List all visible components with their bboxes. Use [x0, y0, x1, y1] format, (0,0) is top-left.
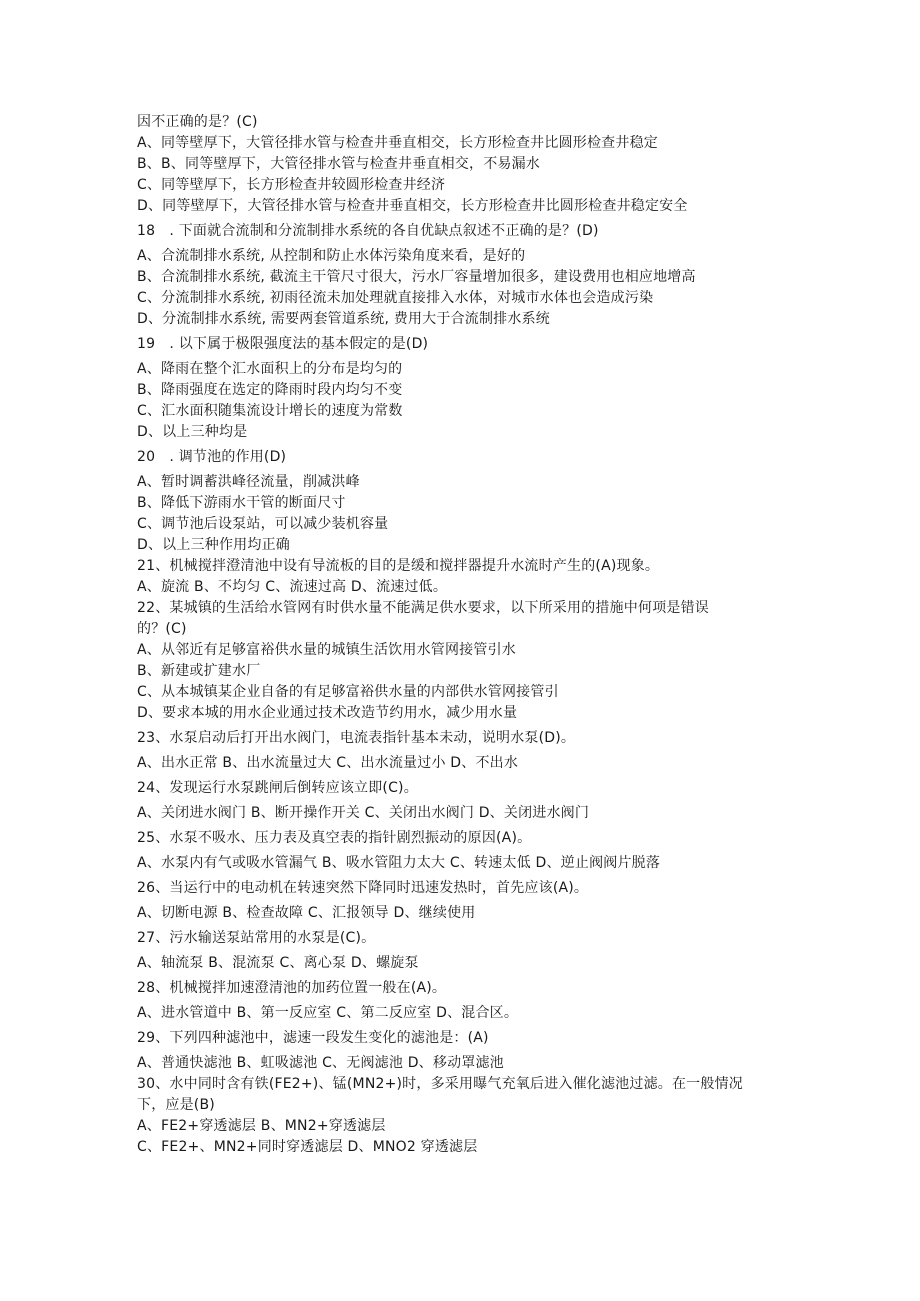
- question-line: 29、下列四种滤池中，滤速一段发生变化的滤池是：(A): [137, 1030, 489, 1046]
- text-line: D、以上三种作用均正确: [137, 537, 290, 553]
- question-line: 22、某城镇的生活给水管网有时供水量不能满足供水要求，以下所采用的措施中何项是错误: [137, 600, 710, 616]
- text-line: C、调节池后设泵站，可以减少装机容量: [137, 516, 389, 532]
- text-line: A、合流制排水系统, 从控制和防止水体污染角度来看，是好的: [137, 248, 526, 264]
- text-line: D、以上三种均是: [137, 424, 248, 440]
- question-line: 19 . 以下属于极限强度法的基本假定的是(D): [137, 336, 429, 352]
- text-line: 下，应是(B): [137, 1097, 215, 1113]
- question-line: 25、水泵不吸水、压力表及真空表的指针剧烈振动的原因(A)。: [137, 830, 532, 846]
- text-line: A、轴流泵 B、混流泵 C、离心泵 D、螺旋泵: [137, 955, 419, 971]
- text-line: B、B、同等壁厚下，大管径排水管与检查井垂直相交，不易漏水: [137, 156, 541, 172]
- text-line: A、水泵内有气或吸水管漏气 B、吸水管阻力太大 C、转速太低 D、逆止阀阀片脱落: [137, 855, 661, 871]
- text-line: A、关闭进水阀门 B、断开操作开关 C、关闭出水阀门 D、关闭进水阀门: [137, 805, 590, 821]
- text-line: C、从本城镇某企业自备的有足够富裕供水量的内部供水管网接管引: [137, 684, 559, 700]
- question-line: 28、机械搅拌加速澄清池的加药位置一般在(A)。: [137, 980, 447, 996]
- text-line: A、出水正常 B、出水流量过大 C、出水流量过小 D、不出水: [137, 755, 519, 771]
- question-line: 24、发现运行水泵跳闸后倒转应该立即(C)。: [137, 780, 418, 796]
- text-line: A、切断电源 B、检查故障 C、汇报领导 D、继续使用: [137, 905, 476, 921]
- question-line: 21、机械搅拌澄清池中设有导流板的目的是缓和搅拌器提升水流时产生的(A)现象。: [137, 558, 660, 574]
- text-line: A、进水管道中 B、第一反应室 C、第二反应室 D、混合区。: [137, 1005, 519, 1021]
- question-line: 18 . 下面就合流制和分流制排水系统的各自优缺点叙述不正确的是？(D): [137, 223, 599, 239]
- text-line: B、降低下游雨水干管的断面尺寸: [137, 495, 346, 511]
- text-line: 的？(C): [137, 621, 187, 637]
- text-line: D、同等壁厚下，大管径排水管与检查井垂直相交，长方形检查井比圆形检查井稳定安全: [137, 198, 688, 214]
- text-line: C、汇水面积随集流设计增长的速度为常数: [137, 403, 403, 419]
- text-line: B、合流制排水系统, 截流主干管尺寸很大，污水厂容量增加很多，建设费用也相应地增高: [137, 269, 696, 285]
- text-line: C、FE2+、MN2+同时穿透滤层 D、MNO2 穿透滤层: [137, 1139, 478, 1155]
- text-line: 因不正确的是？(C): [137, 114, 258, 130]
- text-line: D、要求本城的用水企业通过技术改造节约用水，减少用水量: [137, 705, 518, 721]
- text-line: A、普通快滤池 B、虹吸滤池 C、无阀滤池 D、移动罩滤池: [137, 1055, 504, 1071]
- text-line: A、暂时调蓄洪峰径流量，削减洪峰: [137, 474, 360, 490]
- text-line: A、旋流 B、不均匀 C、流速过高 D、流速过低。: [137, 579, 448, 595]
- question-line: 30、水中同时含有铁(FE2+)、锰(MN2+)时，多采用曝气充氧后进入催化滤池过滤。在一般情况: [137, 1076, 743, 1092]
- text-line: B、新建或扩建水厂: [137, 663, 261, 679]
- text-line: B、降雨强度在选定的降雨时段内均匀不变: [137, 382, 403, 398]
- question-line: 23、水泵启动后打开出水阀门，电流表指针基本未动，说明水泵(D)。: [137, 730, 576, 746]
- document-body: [137, 112, 777, 1158]
- text-line: D、分流制排水系统, 需要两套管道系统, 费用大于合流制排水系统: [137, 311, 550, 327]
- text-line: A、同等壁厚下，大管径排水管与检查井垂直相交，长方形检查井比圆形检查井稳定: [137, 135, 658, 151]
- question-line: 20 . 调节池的作用(D): [137, 449, 287, 465]
- text-line: C、分流制排水系统, 初雨径流未加处理就直接排入水体，对城市水体也会造成污染: [137, 290, 654, 306]
- question-line: 27、污水输送泵站常用的水泵是(C)。: [137, 930, 376, 946]
- text-line: C、同等壁厚下，长方形检查井较圆形检查井经济: [137, 177, 446, 193]
- text-line: A、从邻近有足够富裕供水量的城镇生活饮用水管网接管引水: [137, 642, 516, 658]
- question-line: 26、当运行中的电动机在转速突然下降同时迅速发热时，首先应该(A)。: [137, 880, 589, 896]
- text-line: A、降雨在整个汇水面积上的分布是均匀的: [137, 361, 403, 377]
- text-line: A、FE2+穿透滤层 B、MN2+穿透滤层: [137, 1118, 386, 1134]
